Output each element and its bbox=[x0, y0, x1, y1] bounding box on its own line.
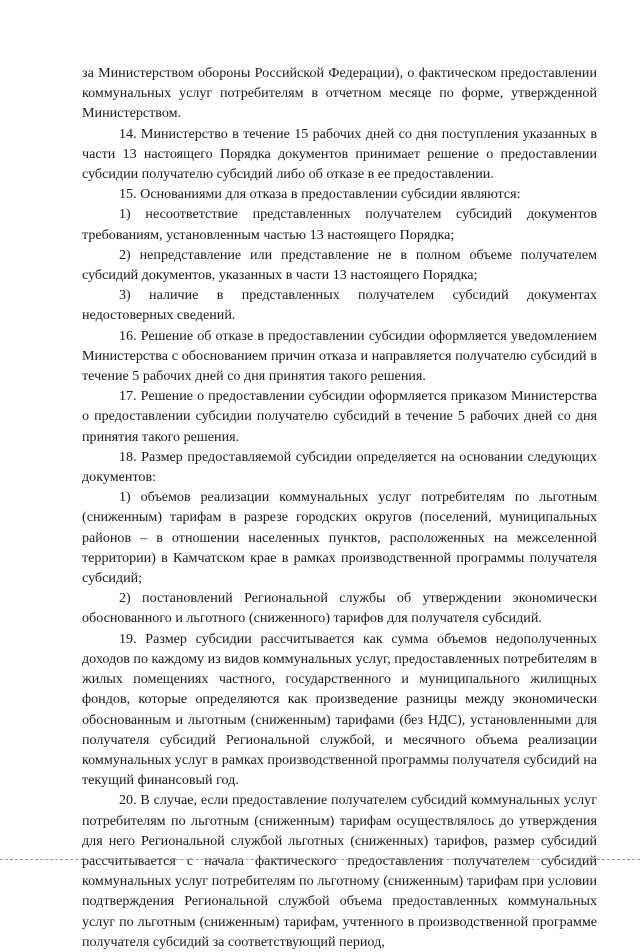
paragraph-15-item-2: 2) непредставление или представление не в полном объеме получателем субсидий документов, указанных в части 13 настоящего Порядка; bbox=[82, 246, 597, 284]
paragraph-14: 14. Министерство в течение 15 рабочих дней со дня поступления указанных в части 13 настоящего Порядка документов принимает решение о предоставлении субсидии получателю субсидий либо об отказе в ее предоставлении. bbox=[82, 125, 597, 183]
paragraph-18: 18. Размер предоставляемой субсидии определяется на основании следующих документов: bbox=[82, 448, 597, 486]
paragraph-16: 16. Решение об отказе в предоставлении субсидии оформляется уведомлением Министерства с обоснованием причин отказа и направляется получателю субсидий в течение 5 рабочих дней со дня принятия такого решения. bbox=[82, 327, 597, 385]
paragraph-19: 19. Размер субсидии рассчитывается как сумма объемов недополученных доходов по каждому из видов коммунальных услуг, предоставленных потребителям в жилых помещениях частного, государственного и муниципального жилищных фондов, которые определяются как произведение разницы между экономически обоснованным и льготным (сниженным) тарифами (без НДС), установленными для получателя субсидий Региональной службой, и месячного объема реализации коммунальных услуг в рамках производственной программы получателя субсидий на текущий финансовый год. bbox=[82, 630, 597, 789]
paragraph-continuation: за Министерством обороны Российской Федерации), о фактическом предоставлении коммунальных услуг потребителям в отчетном месяце по форме, утвержденной Министерством. bbox=[82, 65, 597, 122]
paragraph-15-item-3: 3) наличие в представленных получателем субсидий документах недостоверных сведений. bbox=[82, 287, 597, 324]
paragraph-17: 17. Решение о предоставлении субсидии оформляется приказом Министерства о предоставлении субсидии получателю субсидий в течение 5 рабочих дней со дня принятия такого решения. bbox=[82, 388, 597, 445]
paragraph-18-item-2: 2) постановлений Региональной службы об утверждении экономически обоснованного и льготного (сниженного) тарифов для получателя субсидий. bbox=[82, 590, 597, 627]
paragraph-15-item-1: 1) несоответствие представленных получателем субсидий документов требованиям, установленным частью 13 настоящего Порядка; bbox=[82, 206, 597, 243]
paragraph-18-item-1: 1) объемов реализации коммунальных услуг потребителям по льготным (сниженным) тарифам в разрезе городских округов (поселений, муниципальных районов – в отношении населенных пунктов, расположенных на межселенной территории) в Камчатском крае в рамках производственной программы получателя субсидий; bbox=[82, 489, 597, 587]
scan-bottom-divider bbox=[0, 859, 640, 860]
paragraph-15: 15. Основаниями для отказа в предоставлении субсидии являются: bbox=[119, 186, 521, 203]
paragraph-20: 20. В случае, если предоставление получателем субсидий коммунальных услуг потребителям по льготным (сниженным) тарифам осуществлялось до утверждения для него Региональной службой льготных (сниженных) тарифов, размер субсидий рассчитывается с начала фактического предоставления получателем субсидий коммунальных услуг потребителям по льготному (сниженным) тарифам при условии подтверждения Региональной службой объема предоставленных коммунальных услуг по льготным (сниженным) тарифам, учтенного в производственной программе получателя субсидий за соответствующий период, bbox=[82, 792, 597, 950]
document-body bbox=[82, 63, 597, 952]
